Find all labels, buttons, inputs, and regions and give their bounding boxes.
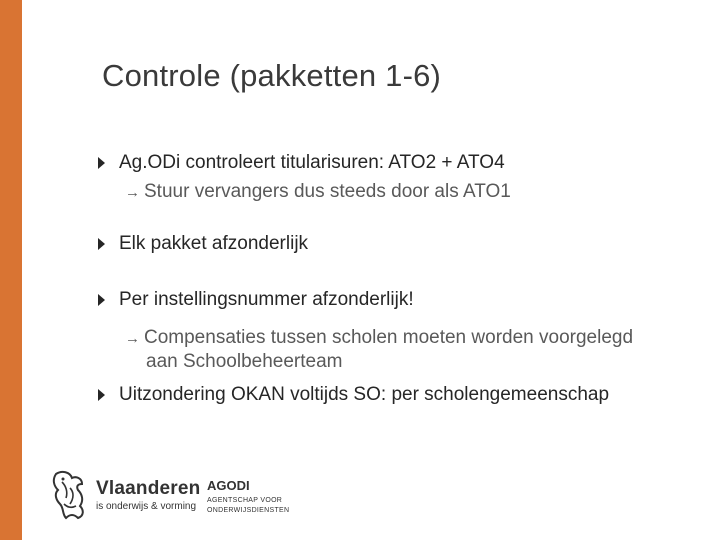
bullet-item <box>98 384 609 406</box>
sub-item <box>125 326 633 373</box>
sub-text: Stuur vervangers dus steeds door als ATO1 <box>144 181 511 202</box>
agodi-logo <box>207 478 289 516</box>
agodi-tagline <box>207 496 289 516</box>
bullet-item <box>98 152 505 174</box>
slide-title: Controle (pakketten 1-6) <box>102 58 442 93</box>
bullet-item <box>98 289 414 311</box>
agodi-name: AGODI <box>207 478 250 493</box>
bullet-arrow-icon <box>98 294 105 306</box>
lion-icon <box>48 468 90 522</box>
sub-text-line1: Compensaties tussen scholen moeten worden voorgelegd <box>144 327 634 348</box>
right-arrow-icon: → <box>125 330 140 347</box>
vlaanderen-tagline: is onderwijs & vorming <box>96 501 197 512</box>
bullet-text: Per instellingsnummer afzonderlijk! <box>119 289 414 310</box>
vlaanderen-name: Vlaanderen <box>96 478 201 499</box>
bullet-arrow-icon <box>98 389 105 401</box>
agodi-tagline-line2: ONDERWIJSDIENSTEN <box>207 507 290 514</box>
right-arrow-icon: → <box>125 184 140 201</box>
bullet-item <box>98 233 308 255</box>
sub-text-line2: aan Schoolbeheerteam <box>146 351 343 372</box>
agodi-tagline-line1: AGENTSCHAP VOOR <box>207 497 283 504</box>
bullet-text: Uitzondering OKAN voltijds SO: per scholengemeenschap <box>119 384 610 405</box>
accent-side-bar <box>0 0 22 540</box>
vlaanderen-logo <box>96 478 200 512</box>
bullet-text: Ag.ODi controleert titularisuren: ATO2 + ATO4 <box>119 152 505 173</box>
bullet-arrow-icon <box>98 238 105 250</box>
bullet-text: Elk pakket afzonderlijk <box>119 233 309 254</box>
bullet-arrow-icon <box>98 157 105 169</box>
sub-item <box>125 180 511 204</box>
